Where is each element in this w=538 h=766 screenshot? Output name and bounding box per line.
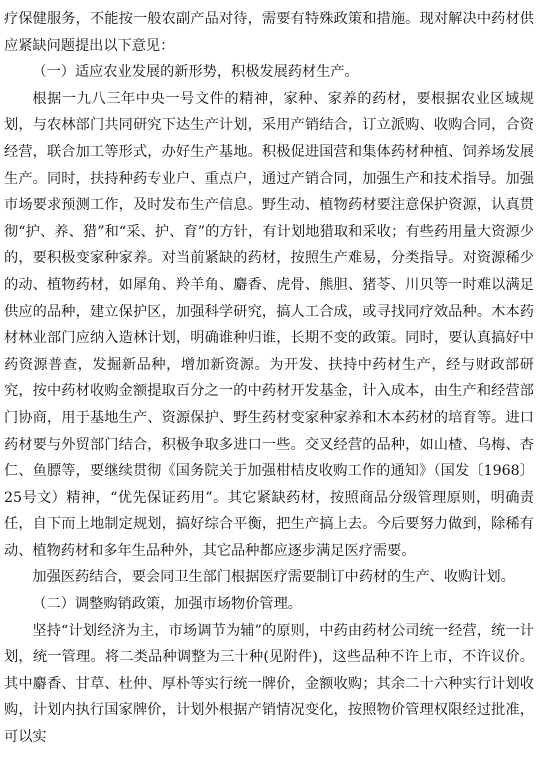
- body-paragraph-1: 根据一九八三年中央一号文件的精神，家种、家养的药材，要根据农业区域规划，与农林部门共同研究下达生产计划，采用产销结合，订立派购、收购合同，合资经营，联合加工等形式，办好生产基地。积极促进国营和集体药材种植、饲养场发展生产。同时，扶持种药专业户、重点户，通过产销合同，加强生产和技术指导。加强市场要求预测工作，及时发布生产信息。野生动、植物药材要注意保护资源，认真贯彻“护、养、猎”和“采、护、育”的方针，有计划地猎取和采收；有些药用量大资源少的，要积极变家种家养。对当前紧缺的药材，按照生产难易，分类指导。对资源稀少的动、植物药材，如犀角、羚羊角、麝香、虎骨、熊胆、猪苓、川贝等一时难以满足供应的品种，建立保护区，加强科学研究，搞人工合成，或寻找同疗效品种。木本药材林业部门应纳入造林计划，明确谁种归谁，长期不变的政策。同时，要认真搞好中药资源普查，发掘新品种，增加新资源。为开发、扶持中药材生产，经与财政部研究，按中药材收购金额提取百分之一的中药材开发基金，计入成本，由生产和经营部门协商，用于基地生产、资源保护、野生药材变家种家养和木本药材的培育等。进口药材要与外贸部门结合，积极争取多进口一些。交叉经营的品种，如山楂、乌梅、杏仁、鱼膘等，要继续贯彻《国务院关于加强柑桔皮收购工作的通知》（国发〔1968〕25号文）精神，“优先保证药用”。其它紧缺药材，按照商品分级管理原则，明确责任，自下而上地制定规划，搞好综合平衡，把生产搞上去。今后要努力做到，除稀有动、植物药材和多年生品种外，其它品种都应逐步满足医疗需要。: [4, 90, 534, 559]
- body-paragraph-3: 坚持“计划经济为主，市场调节为辅”的原则，中药由药材公司统一经营，统一计划，统一管理。将二类品种调整为三十种(见附件)，这些品种不许上市，不许议价。其中麝香、甘草、杜仲、厚朴等实行统一牌价，金额收购；其余二十六种实行计划收购，计划内执行国家牌价，计划外根据产销情况变化，按照物价管理权限经过批准，可以实: [4, 622, 534, 746]
- section-heading-2: （二）调整购销政策，加强市场物价管理。: [32, 596, 302, 613]
- intro-paragraph: 疗保健服务，不能按一般农副产品对待，需要有特殊政策和措施。现对解决中药材供应紧缺问题提出以下意见：: [4, 11, 534, 54]
- section-heading-1: （一）适应农业发展的新形势，积极发展药材生产。: [32, 64, 359, 81]
- body-paragraph-2: 加强医药结合，要会同卫生部门根据医疗需要制订中药材的生产、收购计划。: [32, 569, 515, 586]
